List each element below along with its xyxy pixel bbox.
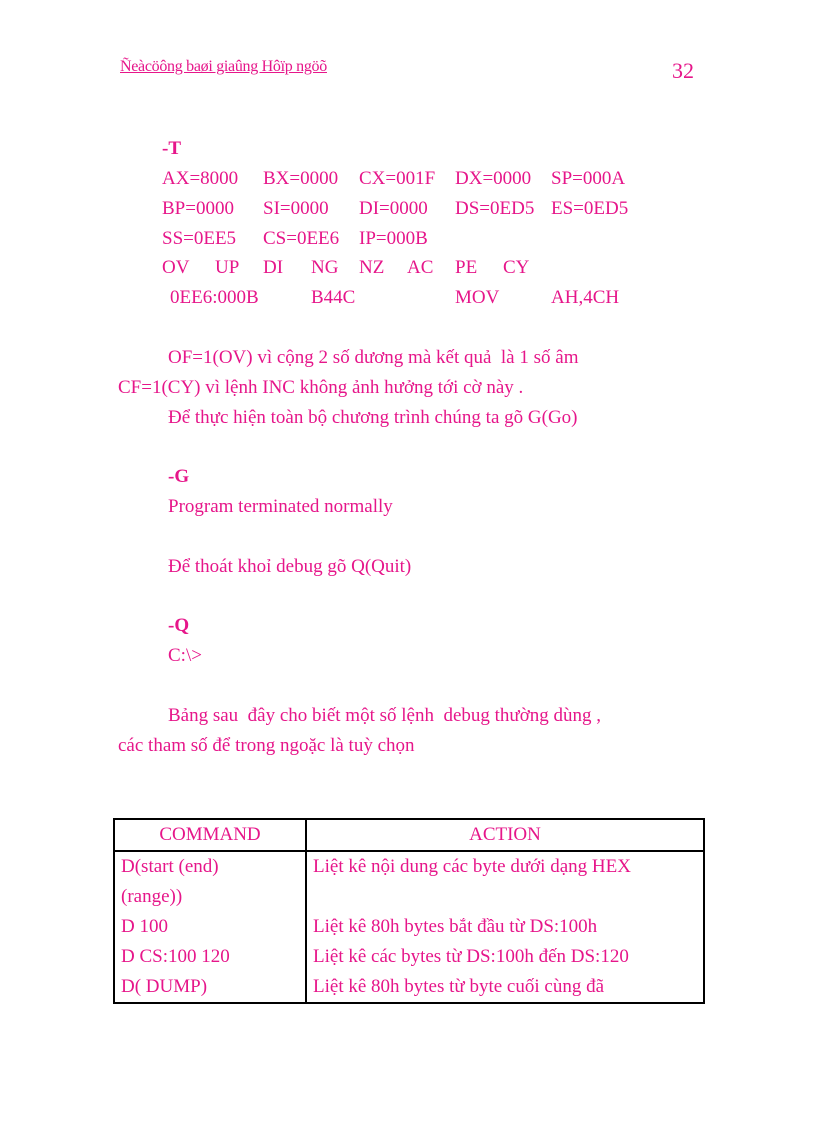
instruction-mnemonic: MOV — [455, 287, 500, 308]
table-row — [114, 912, 704, 942]
register-cs: CS=0EE6 — [263, 228, 340, 249]
page-number: 32 — [672, 58, 694, 83]
action-cell: Liệt kê nội dung các byte dưới dạng HEX — [306, 851, 704, 882]
debug-command-t: -T — [162, 138, 181, 159]
command-cell: D 100 — [114, 912, 306, 942]
column-header-action: ACTION — [306, 819, 704, 851]
register-ip: IP=000B — [359, 228, 428, 249]
table-header-row — [114, 819, 704, 851]
flag-di: DI — [263, 257, 284, 278]
instruction-operand: AH,4CH — [551, 287, 620, 308]
flag-ov: OV — [162, 257, 190, 278]
paragraph-table-intro: Bảng sau đây cho biết một số lệnh debug thường dùng , — [168, 705, 602, 726]
flag-pe: PE — [455, 257, 478, 278]
paragraph-quit: Để thoát khoỉ debug gõ Q(Quit) — [168, 556, 412, 577]
debug-command-q: -Q — [168, 615, 190, 636]
action-cell: Liệt kê 80h bytes từ byte cuối cùng đã — [306, 972, 704, 1003]
command-cell: D(start (end) — [114, 851, 306, 882]
running-header: Ñeàcöông baøi giaûng Hôïp ngöõ — [120, 58, 327, 75]
instruction-address: 0EE6:000B — [170, 287, 259, 308]
register-ax: AX=8000 — [162, 168, 239, 189]
action-cell: Liệt kê 80h bytes bắt đầu từ DS:100h — [306, 912, 704, 942]
command-cell: D CS:100 120 — [114, 942, 306, 972]
program-output: Program terminated normally — [168, 496, 393, 517]
debug-command-table — [113, 818, 705, 1004]
register-ds: DS=0ED5 — [455, 198, 535, 219]
table-row — [114, 851, 704, 882]
flag-ac: AC — [407, 257, 434, 278]
column-header-command: COMMAND — [114, 819, 306, 851]
instruction-code: B44C — [311, 287, 356, 308]
flag-nz: NZ — [359, 257, 385, 278]
action-cell — [306, 882, 704, 912]
command-cell: D( DUMP) — [114, 972, 306, 1003]
register-sp: SP=000A — [551, 168, 626, 189]
paragraph-cf-flag: CF=1(CY) vì lệnh INC không ảnh hưởng tới cờ này . — [118, 377, 524, 398]
table-row — [114, 942, 704, 972]
flag-cy: CY — [503, 257, 530, 278]
register-di: DI=0000 — [359, 198, 428, 219]
register-dx: DX=0000 — [455, 168, 532, 189]
debug-command-g: -G — [168, 466, 190, 487]
register-ss: SS=0EE5 — [162, 228, 237, 249]
paragraph-of-flag: OF=1(OV) vì cộng 2 số dương mà kết quả là 1 số âm — [168, 347, 579, 368]
flag-ng: NG — [311, 257, 339, 278]
register-si: SI=0000 — [263, 198, 329, 219]
table-row — [114, 972, 704, 1003]
dos-prompt: C:\> — [168, 645, 202, 666]
action-cell: Liệt kê các bytes từ DS:100h đến DS:120 — [306, 942, 704, 972]
register-cx: CX=001F — [359, 168, 436, 189]
register-bx: BX=0000 — [263, 168, 339, 189]
command-cell: (range)) — [114, 882, 306, 912]
register-bp: BP=0000 — [162, 198, 234, 219]
paragraph-go: Để thực hiện toàn bộ chương trình chúng ta gõ G(Go) — [168, 407, 578, 428]
table-row — [114, 882, 704, 912]
flag-up: UP — [215, 257, 240, 278]
register-es: ES=0ED5 — [551, 198, 629, 219]
paragraph-table-intro-cont: các tham số để trong ngoặc là tuỳ chọn — [118, 735, 415, 756]
